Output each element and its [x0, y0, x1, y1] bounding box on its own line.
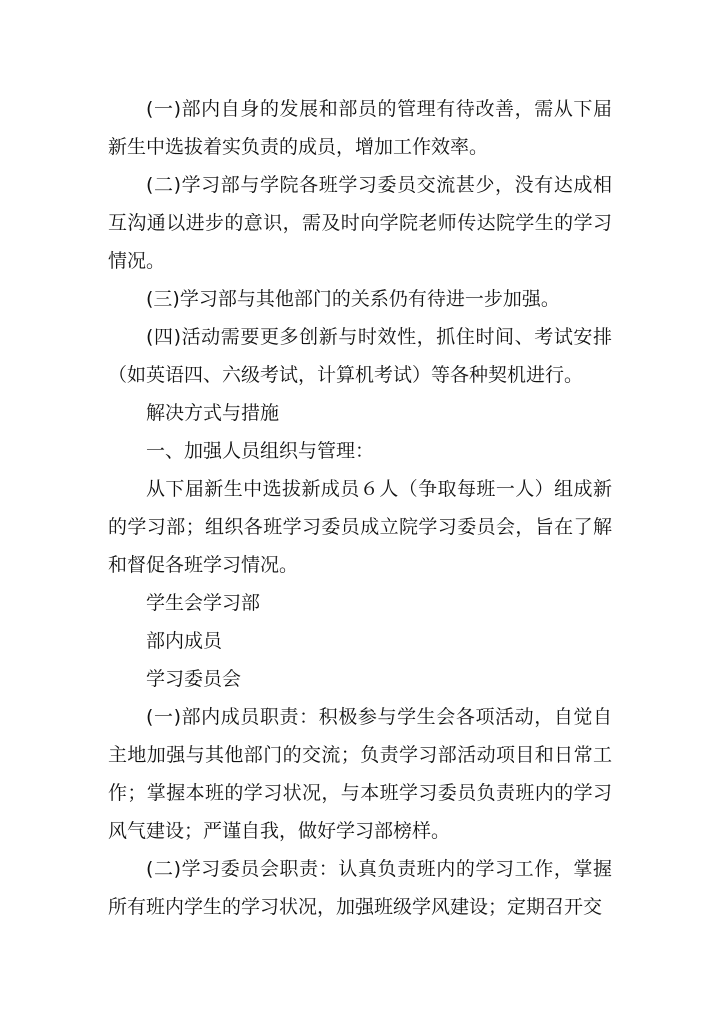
subheading-staff-management: 一、加强人员组织与管理：: [146, 440, 375, 462]
section-heading-solutions: 解决方式与措施: [146, 402, 280, 424]
org-item-study-dept: 学生会学习部: [146, 592, 261, 614]
paragraph-issue-3: (三)学习部与其他部门的关系仍有待进一步加强。: [146, 288, 560, 310]
document-page: [108, 90, 612, 926]
paragraph-issue-2: (二)学习部与学院各班学习委员交流甚少，没有达成相互沟通以进步的意识，需及时向学院老师传达院学生的学习情况。: [108, 174, 612, 272]
org-item-members: 部内成员: [146, 630, 223, 652]
paragraph-recruitment: 从下届新生中选拔新成员６人（争取每班一人）组成新的学习部；组织各班学习委员成立院学习委员会，旨在了解和督促各班学习情况。: [108, 478, 612, 576]
paragraph-member-duties: (一)部内成员职责：积极参与学生会各项活动，自觉自主地加强与其他部门的交流；负责学习部活动项目和日常工作；掌握本班的学习状况，与本班学习委员负责班内的学习风气建设；严谨自我，做好学习部榜样。: [108, 706, 612, 842]
paragraph-issue-1: (一)部内自身的发展和部员的管理有待改善，需从下届新生中选拔着实负责的成员，增加工作效率。: [108, 98, 612, 158]
org-item-committee: 学习委员会: [146, 668, 242, 690]
paragraph-issue-4: (四)活动需要更多创新与时效性，抓住时间、考试安排（如英语四、六级考试，计算机考试）等各种契机进行。: [108, 326, 612, 386]
paragraph-committee-duties: (二)学习委员会职责：认真负责班内的学习工作，掌握所有班内学生的学习状况，加强班级学风建设；定期召开交: [108, 858, 612, 918]
